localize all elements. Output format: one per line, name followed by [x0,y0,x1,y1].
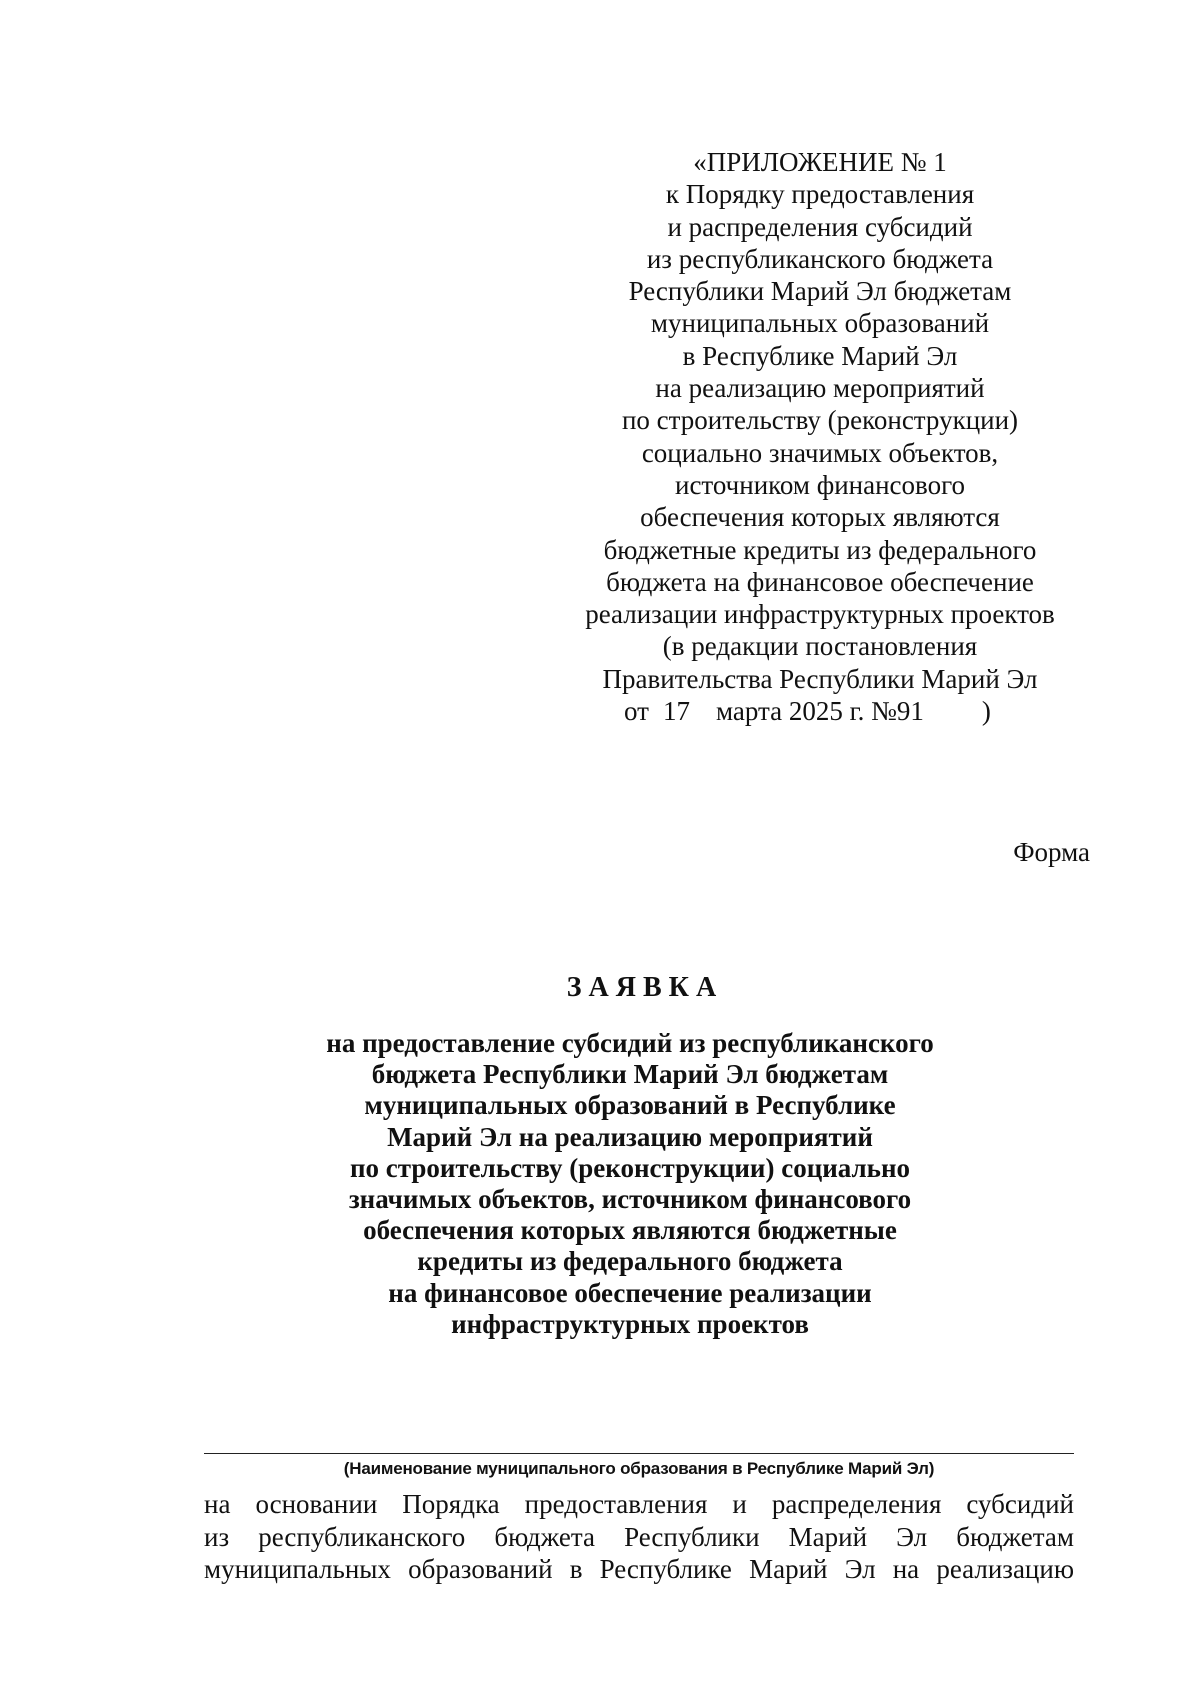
appendix-line: обеспечения которых являются [640,502,1000,533]
body-line: из республиканского бюджета Республики Марий Эл бюджетам [204,1521,1074,1552]
appendix-line: к Порядку предоставления [665,179,975,210]
body-line: на основании Порядка предоставления и распределения субсидий [204,1489,1074,1519]
appendix-line: реализации инфраструктурных проектов [585,599,1055,630]
date-close-paren: ) [981,696,991,727]
subtitle-line: Марий Эл на реализацию мероприятий [387,1121,873,1152]
municipality-name-field-line [204,1453,1074,1454]
subtitle-line: на финансовое обеспечение реализации [388,1277,872,1308]
appendix-line: в Республике Марий Эл [682,340,958,371]
date-day: 17 [662,696,690,727]
body-paragraph [204,1488,1074,1586]
subtitle-line: бюджета Республики Марий Эл бюджетам [371,1059,889,1090]
subtitle-line: значимых объектов, источником финансового [348,1184,912,1215]
appendix-line: Правительства Республики Марий Эл [602,663,1038,694]
body-line: муниципальных образований в Республике Марий Эл на реализацию [204,1554,1074,1584]
subtitle-line: кредиты из федерального бюджета [417,1246,843,1277]
resolution-date-line [560,695,1080,727]
document-title: ЗАЯВКА [566,972,724,1003]
subtitle-line: муниципальных образований в Республике [364,1090,896,1121]
date-month-number: марта 2025 г. №91 [715,696,924,727]
appendix-line: Республики Марий Эл бюджетам [628,276,1012,307]
appendix-line: из республиканского бюджета [646,243,994,274]
appendix-line: социально значимых объектов, [641,437,999,468]
date-prefix: от [624,696,649,727]
appendix-line: и распределения субсидий [667,211,973,242]
form-label: Форма [1013,837,1090,867]
subtitle-line: инфраструктурных проектов [451,1308,809,1339]
appendix-header [560,146,1080,727]
document-subtitle [300,1028,960,1340]
appendix-line: муниципальных образований [650,308,990,339]
appendix-line: бюджетные кредиты из федерального [603,534,1037,565]
subtitle-line: по строительству (реконструкции) социально [349,1152,911,1183]
appendix-line: «ПРИЛОЖЕНИЕ № 1 [693,147,947,177]
appendix-line: по строительству (реконструкции) [621,405,1019,436]
appendix-line: бюджета на финансовое обеспечение [606,566,1034,597]
municipality-name-caption: (Наименование муниципального образования в Республике Марий Эл) [343,1459,935,1478]
appendix-line: источником финансового [675,469,965,500]
subtitle-line: обеспечения которых являются бюджетные [363,1215,897,1246]
appendix-line: на реализацию мероприятий [655,373,985,404]
subtitle-line: на предоставление субсидий из республиканского [326,1028,934,1058]
appendix-line: (в редакции постановления [662,631,978,662]
